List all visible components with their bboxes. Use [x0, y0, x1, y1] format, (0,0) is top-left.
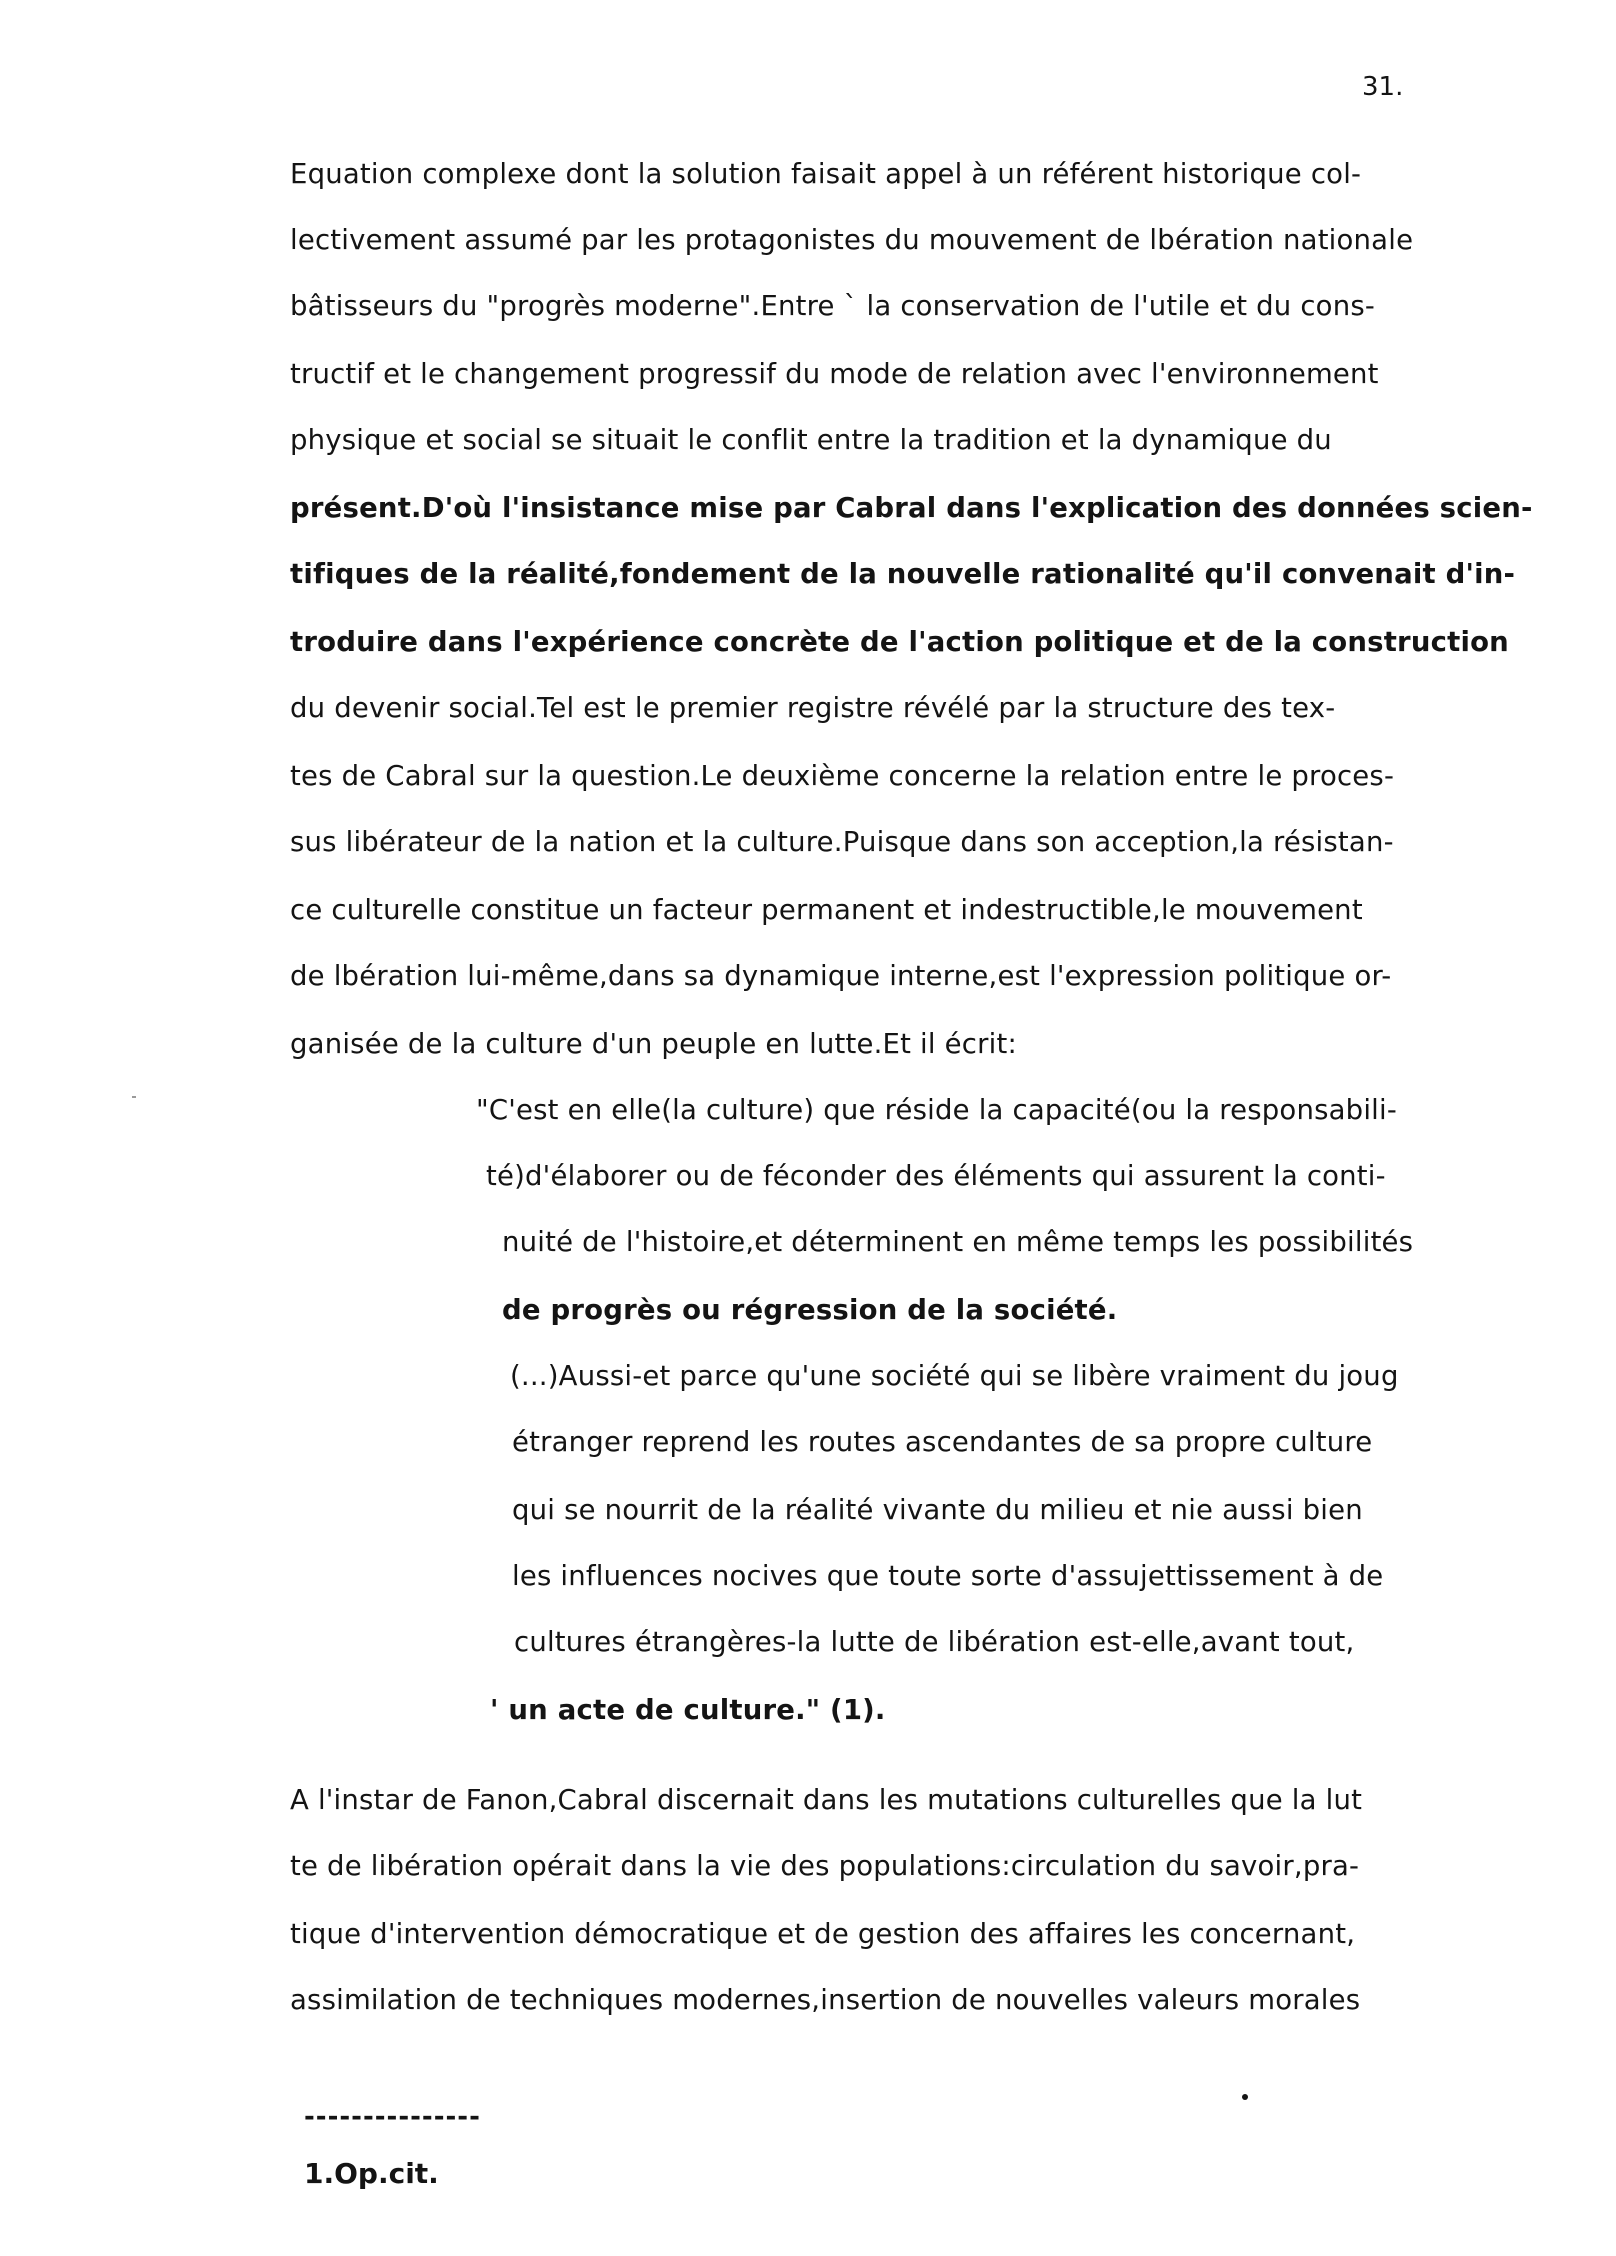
quote-line: "C'est en elle(la culture) que réside la capacité(ou la responsabili-: [476, 1094, 1397, 1126]
quote-line: cultures étrangères-la lutte de libération est-elle,avant tout,: [514, 1626, 1355, 1658]
paragraph-line: ganisée de la culture d'un peuple en lutte.Et il écrit:: [290, 1028, 1017, 1060]
quote-line: de progrès ou régression de la société.: [502, 1294, 1118, 1326]
paragraph-line: tifiques de la réalité,fondement de la nouvelle rationalité qu'il convenait d'in-: [290, 558, 1516, 590]
quote-line: ' un acte de culture." (1).: [490, 1694, 886, 1726]
quote-line: té)d'élaborer ou de féconder des éléments qui assurent la conti-: [486, 1160, 1386, 1192]
paragraph-line: assimilation de techniques modernes,insertion de nouvelles valeurs morales: [290, 1984, 1361, 2016]
paragraph-line: sus libérateur de la nation et la culture.Puisque dans son acception,la résistan-: [290, 826, 1394, 858]
footnote-separator: ---------------: [304, 2102, 481, 2132]
paragraph-line: tructif et le changement progressif du mode de relation avec l'environnement: [290, 358, 1379, 390]
paragraph-line: troduire dans l'expérience concrète de l'action politique et de la construction: [290, 626, 1509, 658]
paragraph-line: lectivement assumé par les protagonistes du mouvement de lbération nationale: [290, 224, 1414, 256]
paragraph-line: ce culturelle constitue un facteur permanent et indestructible,le mouvement: [290, 894, 1363, 926]
footnote: 1.Op.cit.: [304, 2157, 439, 2190]
page-number: 31.: [1362, 72, 1404, 102]
paragraph-line: te de libération opérait dans la vie des populations:circulation du savoir,pra-: [290, 1850, 1360, 1882]
paragraph-line: A l'instar de Fanon,Cabral discernait dans les mutations culturelles que la lut: [290, 1784, 1363, 1816]
paragraph-line: présent.D'où l'insistance mise par Cabral dans l'explication des données scien-: [290, 492, 1533, 524]
quote-line: les influences nocives que toute sorte d'assujettissement à de: [512, 1560, 1384, 1592]
quote-line: (...)Aussi-et parce qu'une société qui se libère vraiment du joug: [510, 1360, 1399, 1392]
paragraph-line: tes de Cabral sur la question.Le deuxième concerne la relation entre le proces-: [290, 760, 1395, 792]
paragraph-line: Equation complexe dont la solution faisait appel à un référent historique col-: [290, 158, 1362, 190]
quote-line: nuité de l'histoire,et déterminent en même temps les possibilités: [502, 1226, 1414, 1258]
paragraph-line: tique d'intervention démocratique et de gestion des affaires les concernant,: [290, 1918, 1356, 1950]
quote-line: étranger reprend les routes ascendantes de sa propre culture: [512, 1426, 1373, 1458]
quote-line: qui se nourrit de la réalité vivante du milieu et nie aussi bien: [512, 1494, 1363, 1526]
stray-dot: [1242, 2094, 1248, 2100]
paragraph-line: du devenir social.Tel est le premier registre révélé par la structure des tex-: [290, 692, 1336, 724]
paragraph-line: physique et social se situait le conflit entre la tradition et la dynamique du: [290, 424, 1332, 456]
paragraph-line: bâtisseurs du "progrès moderne".Entre ` la conservation de l'utile et du cons-: [290, 290, 1375, 322]
paragraph-line: de lbération lui-même,dans sa dynamique interne,est l'expression politique or-: [290, 960, 1392, 992]
scan-speck: [132, 1096, 136, 1098]
